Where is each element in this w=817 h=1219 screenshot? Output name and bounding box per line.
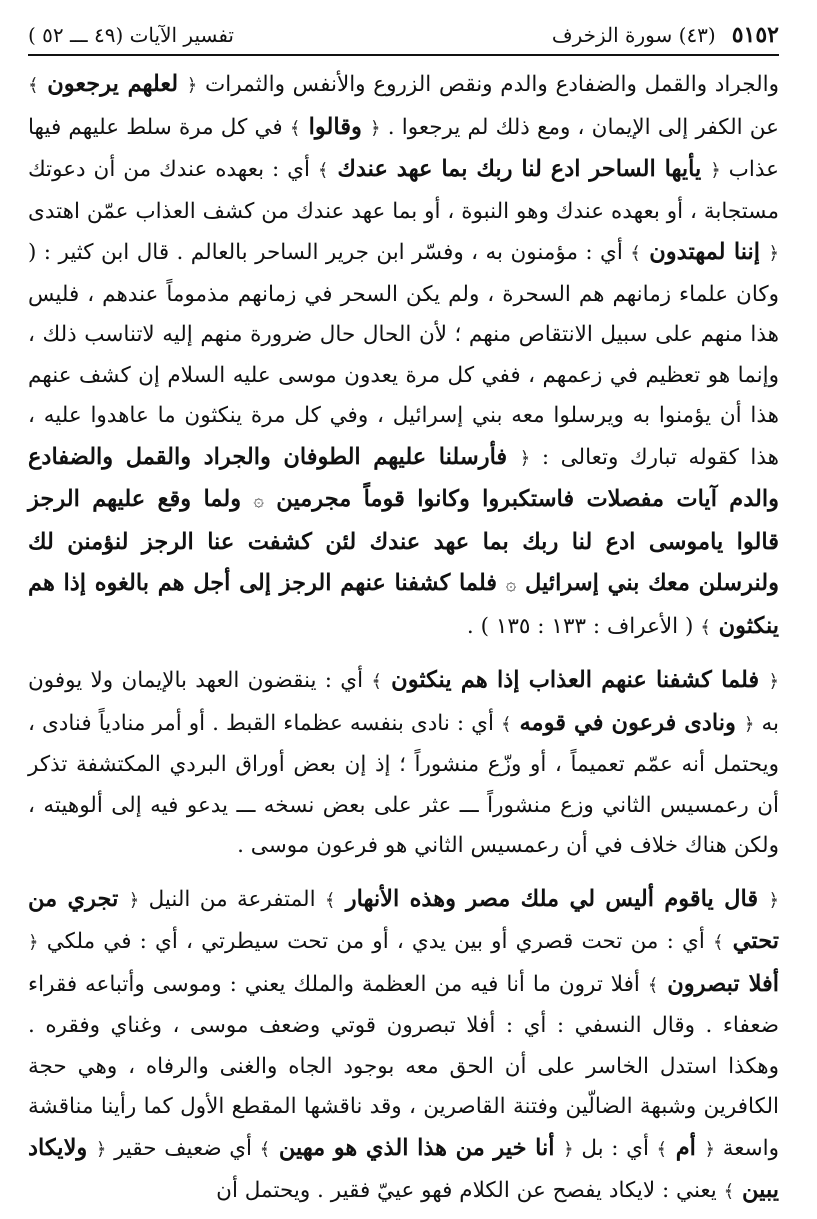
quran-verse: وقالوا: [300, 113, 371, 140]
verse-bracket-icon: ﴾: [324, 889, 336, 911]
verse-bracket-icon: ﴾: [647, 974, 659, 996]
verse-bracket-icon: ﴿: [186, 75, 198, 96]
commentary-text: أي : من تحت قصري أو بين يدي ، أو من تحت سيطرتي ، أي : في ملكي: [38, 929, 713, 954]
paragraph: [28, 879, 779, 1213]
verse-bracket-icon: ﴾: [317, 160, 329, 181]
verse-bracket-icon: ۞: [505, 574, 517, 595]
verse-bracket-icon: ﴾: [500, 713, 512, 735]
verse-bracket-icon: ﴿: [768, 671, 779, 692]
verse-bracket-icon: ۞: [253, 490, 264, 511]
verse-bracket-icon: ﴿: [768, 889, 779, 911]
commentary-text: أي ضعيف حقير: [106, 1135, 260, 1161]
quran-verse: أفلا تبصرون: [658, 970, 780, 997]
verse-bracket-icon: ﴿: [704, 1138, 716, 1160]
quran-verse: أنا خير من هذا الذي هو مهين: [270, 1134, 564, 1161]
quran-verse: لعلهم يرجعون: [38, 71, 187, 97]
verse-bracket-icon: ﴾: [700, 616, 711, 638]
verse-bracket-icon: ﴾: [712, 932, 724, 953]
commentary-text: يعني : لايكاد يفصح عن الكلام فهو عييّ فقير . ويحتمل أن: [216, 1178, 724, 1203]
commentary-text: أي : بل: [573, 1135, 657, 1161]
verse-bracket-icon: ﴾: [289, 117, 301, 139]
commentary-text: أفلا ترون ما أنا فيه من العظمة والملك يعني : وموسى وأتباعه فقراء ضعفاء . وقال النسفي : أي : أفلا تبصرون قوتي وضعف موسى ، وغناي وفقره . وهكذا استدل الخاسر على أن الحق معه بوجود الجاه والغنى والرفاه ، وهي حجة الكافرين وشبهة الضالّين وفتنة القاصرين ، وقد ناقشها المقطع الأول كما رأينا مناقشة واسعة: [28, 971, 779, 1161]
commentary-text: أي : بعهده عندك من أن دعوتك مستجابة ، أو بعهده عندك وهو النبوة ، أو بما عهد عندك من كشف العذاب عمّن اهتدى: [28, 157, 779, 224]
verse-bracket-icon: ﴾: [259, 1138, 271, 1160]
quran-verse: قال ياقوم أليس لي ملك مصر وهذه الأنهار: [335, 885, 769, 912]
section-title: تفسير الآيات (٤٩ ـــ ٥٢ ): [28, 23, 235, 47]
running-header: [28, 16, 779, 56]
paragraph: [28, 660, 779, 867]
commentary-text: المتفرعة من النيل: [139, 886, 325, 912]
quran-verse: يأيها الساحر ادع لنا ربك بما عهد عندك: [328, 156, 711, 182]
commentary-text: ( الأعراف : ١٣٣ : ١٣٥ ) .: [466, 613, 701, 639]
quran-verse: فأرسلنا عليهم الطوفان والجراد والقمل والضفادع والدم آيات مفصلات فاستكبروا وكانوا قوماً مجرمين: [28, 443, 780, 512]
commentary-body: [28, 64, 779, 1213]
quran-verse: ولايكاد يبين: [28, 1134, 779, 1203]
quran-verse: أم: [667, 1134, 705, 1161]
commentary-text: والجراد والقمل والضفادع والدم ونقص الزروع والأنفس والثمرات: [197, 72, 780, 97]
commentary-text: في كل مرة سلط عليهم فيها عذاب: [28, 114, 779, 182]
header-right-group: [552, 22, 779, 48]
verse-bracket-icon: ﴾: [28, 75, 39, 96]
verse-bracket-icon: ﴿: [95, 1138, 107, 1160]
verse-bracket-icon: ﴿: [28, 932, 39, 953]
verse-bracket-icon: ﴿: [710, 160, 721, 181]
quran-verse: فلما كشفنا عنهم الرجز إلى أجل هم بالغوه إذا هم ينكثون: [28, 570, 779, 639]
quran-verse: ولما وقع عليهم الرجز قالوا ياموسى ادع لنا ربك بما عهد عندك لئن كشفت عنا الرجز لنؤمنن لك ولنرسلن معك بني إسرائيل: [28, 486, 779, 596]
quran-verse: فلما كشفنا عنهم العذاب إذا هم ينكثون: [381, 667, 769, 693]
commentary-text: أي : مؤمنون به ، وفسّر ابن جرير الساحر بالعالم . قال ابن كثير : ( وكان علماء زمانهم هم السحرة ، ولم يكن السحر في زمانهم مذموماً عندهم ، فليس هذا منهم على سبيل الانتقاص منهم ؛ لأن الحال حال ضرورة منهم إليه لاتناسب ذلك ، وإنما هو تعظيم في زعمهم ، ففي كل مرة يعدون موسى عليه السلام إن كشف عنهم هذا أن يؤمنوا به ويرسلوا معه بني إسرائيل ، وفي كل مرة ينكثون ما عاهدوا عليه ، هذا كقوله تبارك وتعالى :: [28, 240, 779, 470]
verse-bracket-icon: ﴿: [743, 713, 755, 735]
verse-bracket-icon: ﴾: [656, 1138, 668, 1160]
commentary-text: أي : ينقضون العهد بالإيمان ولا يوفون به: [28, 668, 779, 736]
verse-bracket-icon: ﴿: [563, 1138, 574, 1160]
quran-verse: ونادى فرعون في قومه: [511, 709, 744, 736]
quran-verse: إننا لمهتدون: [640, 239, 769, 265]
paragraph: [28, 64, 779, 648]
commentary-text: أي : نادى بنفسه عظماء القبط . أو أمر منادياً فنادى ، ويحتمل أنه عمّم تعميماً ، أو وزّع منشوراً ؛ إذ إن بعض أوراق البردي المكتشفة تذكر أن رعمسيس الثاني وزع منشوراً ـــ عثر على بعض نسخه ـــ يدعو فيه إلى ألوهيته ، ولكن هناك خلاف في أن رعمسيس الثاني هو فرعون موسى .: [28, 710, 779, 858]
quran-verse: تجري من تحتي: [28, 885, 779, 954]
verse-bracket-icon: ﴿: [128, 889, 140, 911]
verse-bracket-icon: ﴾: [723, 1181, 735, 1202]
verse-bracket-icon: ﴾: [371, 671, 382, 692]
surah-title: (٤٣) سورة الزخرف: [551, 23, 716, 47]
verse-bracket-icon: ﴿: [370, 117, 381, 139]
verse-bracket-icon: ﴿: [519, 447, 531, 469]
verse-bracket-icon: ﴾: [630, 243, 641, 264]
commentary-text: عن الكفر إلى الإيمان ، ومع ذلك لم يرجعوا .: [380, 114, 779, 140]
verse-bracket-icon: ﴿: [768, 243, 779, 264]
page-number: ٥١٥٢: [731, 22, 779, 48]
